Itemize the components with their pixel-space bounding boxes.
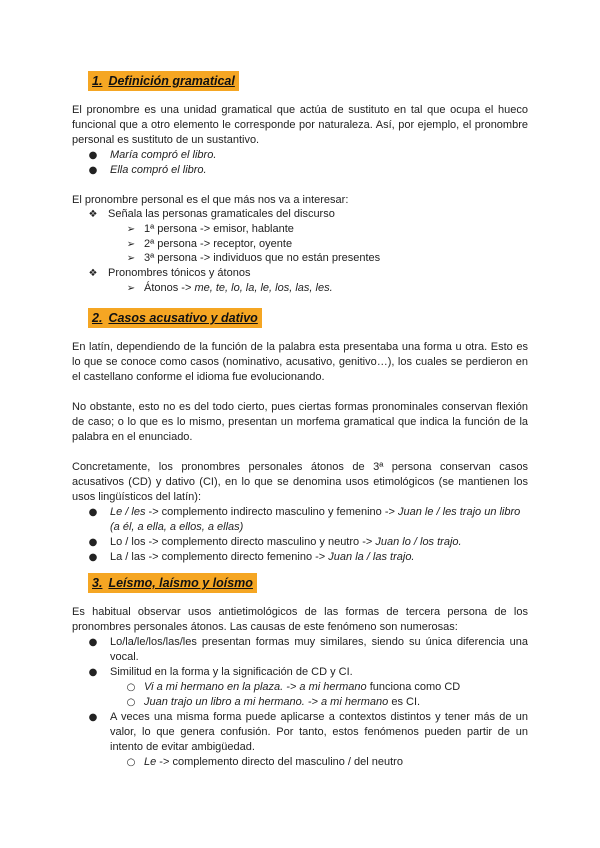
section-3-title: Leísmo, laísmo y loísmo <box>108 576 253 590</box>
s2-b1-forms: Le / les <box>110 506 146 518</box>
s1-p1-line2: funcional que a otro elemento le corresponde por naturaleza. Así, por ejemplo, el pronombre <box>72 119 528 131</box>
bullet-icon: ● <box>88 165 98 176</box>
s3-c2-desc: es CI. <box>388 696 421 708</box>
bullet-icon: ● <box>88 637 98 648</box>
s2-p2-line2: de caso; o lo que es lo mismo, presentan un morfema gramatical que indica la función de la <box>72 416 528 428</box>
s2-b2-desc: Lo / los -> complemento directo masculino y neutro -> <box>110 536 376 548</box>
s1-d2a-forms: me, te, lo, la, le, los, las, les. <box>194 282 333 294</box>
s3-c3-desc: -> complemento directo del masculino / del neutro <box>156 756 403 768</box>
s3-p1-line1: Es habitual observar usos antietimológicos de las formas de tercera persona de los <box>72 606 528 618</box>
s1-d1c: 3ª persona -> individuos que no están presentes <box>144 252 381 264</box>
s2-p3-line2: acusativos (CD) y dativo (CI), en lo que se denomina usos etimológicos (se mantienen los <box>72 476 528 488</box>
s2-b3-example: Juan la / las trajo. <box>328 551 415 563</box>
s2-b3 <box>110 550 415 565</box>
s1-d1: Señala las personas gramaticales del discurso <box>108 208 335 220</box>
s3-c1-desc: funciona como CD <box>366 681 461 693</box>
s2-p3-line1: Concretamente, los pronombres personales átonos de 3ª persona conservan casos <box>72 461 528 473</box>
s3-p1-line2: pronombres personales átonos. Las causas de este fenómeno son numerosas: <box>72 621 458 633</box>
s1-p2: El pronombre personal es el que más nos va a interesar: <box>72 194 349 206</box>
s1-d2a-pre: Átonos -> <box>144 282 195 294</box>
section-2-number: 2. <box>92 311 103 325</box>
bullet-icon: ● <box>88 507 98 518</box>
s3-b1-line2: vocal. <box>110 651 139 663</box>
arrow-bullet-icon: ➢ <box>126 253 136 264</box>
example-1: María compró el libro. <box>110 149 217 161</box>
section-2-title: Casos acusativo y dativo <box>108 311 258 325</box>
bullet-icon: ● <box>88 712 98 723</box>
s2-p2-line3: palabra en el enunciado. <box>72 431 193 443</box>
arrow-bullet-icon: ➢ <box>126 283 136 294</box>
s3-b3-line1: A veces una misma forma puede aplicarse a contextos distintos y tener más de un <box>110 711 528 723</box>
bullet-icon: ● <box>88 552 98 563</box>
s2-p2-line1: No obstante, esto no es del todo cierto, pues ciertas formas pronominales conservan flexión <box>72 401 528 413</box>
s2-b2-example: Juan lo / los trajo. <box>375 536 462 548</box>
s3-c2 <box>144 695 420 710</box>
section-2-heading <box>88 308 262 328</box>
s3-c1 <box>144 680 460 695</box>
bullet-icon: ● <box>88 537 98 548</box>
circle-bullet-icon: ○ <box>126 697 136 708</box>
section-1-number: 1. <box>92 74 103 88</box>
s3-c3 <box>144 755 403 770</box>
s3-b3-line2: valor, lo que genera confusión. Por tanto, estos fenómenos pueden partir de un <box>110 726 528 738</box>
s3-b2: Similitud en la forma y la significación de CD y CI. <box>110 666 353 678</box>
s1-d1b: 2ª persona -> receptor, oyente <box>144 238 293 250</box>
section-3-heading <box>88 573 257 593</box>
s2-b1-desc: -> complemento indirecto masculino y femenino -> <box>145 506 398 518</box>
section-1-title: Definición gramatical <box>108 74 235 88</box>
s1-d2: Pronombres tónicos y átonos <box>108 267 251 279</box>
diamond-bullet-icon: ❖ <box>88 268 98 279</box>
diamond-bullet-icon: ❖ <box>88 209 98 220</box>
s3-c1-example: Vi a mi hermano en la plaza. -> a mi hermano <box>144 681 367 693</box>
bullet-icon: ● <box>88 150 98 161</box>
s3-c3-form: Le <box>144 756 157 768</box>
arrow-bullet-icon: ➢ <box>126 239 136 250</box>
section-1-heading <box>88 71 239 91</box>
section-3-number: 3. <box>92 576 103 590</box>
s2-b1-line1 <box>110 505 520 520</box>
s2-p1-line3: el castellano conforme el idioma fue evolucionando. <box>72 371 325 383</box>
s3-b1-line1: Lo/la/le/los/las/les presentan formas muy similares, siendo su única diferencia una <box>110 636 528 648</box>
circle-bullet-icon: ○ <box>126 682 136 693</box>
arrow-bullet-icon: ➢ <box>126 224 136 235</box>
s2-p1-line1: En latín, dependiendo de la función de la palabra esta presentaba una forma u otra. Esto es <box>72 341 528 353</box>
s1-d1a: 1ª persona -> emisor, hablante <box>144 223 294 235</box>
s2-p1-line2: lo que se conoce como casos (nominativo, acusativo, genitivo…), los cuales se perdieron en <box>72 356 528 368</box>
s2-b2 <box>110 535 462 550</box>
s2-b3-desc: La / las -> complemento directo femenino -> <box>110 551 329 563</box>
s1-p1-line3: personal es sustituto de un sustantivo. <box>72 134 260 146</box>
s1-d2a <box>144 281 333 296</box>
s3-c2-example: Juan trajo un libro a mi hermano. -> a mi hermano <box>144 696 389 708</box>
example-2: Ella compró el libro. <box>110 164 207 176</box>
bullet-icon: ● <box>88 667 98 678</box>
s3-b3-line3: intento de evitar ambigüedad. <box>110 741 255 753</box>
s2-p3-line3: usos lingüísticos del latín): <box>72 491 202 503</box>
circle-bullet-icon: ○ <box>126 757 136 768</box>
s1-p1-line1: El pronombre es una unidad gramatical que actúa de sustituto en tal que ocupa el hueco <box>72 104 528 116</box>
s2-b1-example: Juan le / les trajo un libro <box>397 506 521 518</box>
s2-b1-line2: (a él, a ella, a ellos, a ellas) <box>110 521 244 533</box>
